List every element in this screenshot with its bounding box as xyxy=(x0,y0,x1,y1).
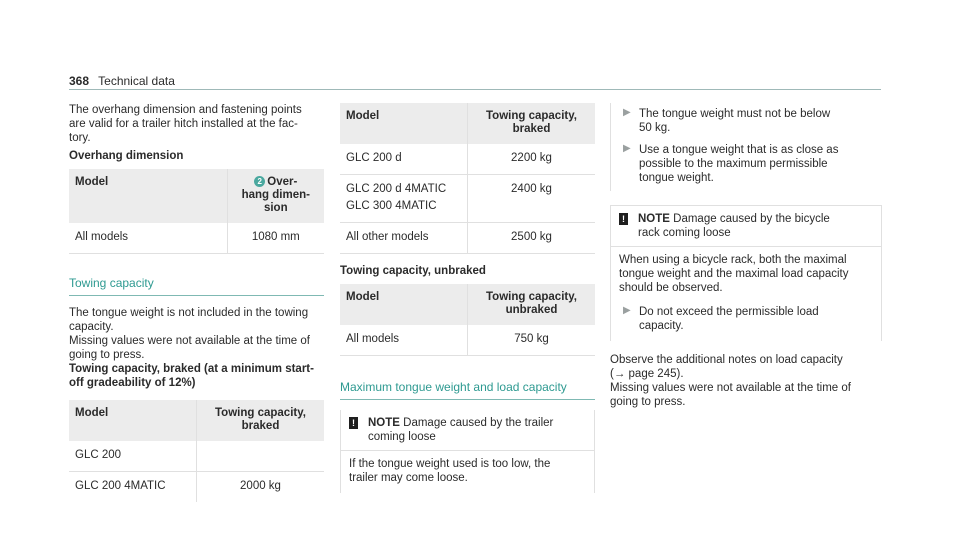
body-line: going to press. xyxy=(69,349,145,361)
page-number: 368 xyxy=(69,74,90,88)
header-line: braked xyxy=(512,123,551,135)
unbraked-table xyxy=(340,284,595,356)
column-3 xyxy=(610,103,882,409)
body-line: going to press. xyxy=(610,396,686,408)
list-item xyxy=(619,143,874,185)
body-line: Observe the additional notes on load capacity xyxy=(610,354,843,366)
table-cell: GLC 200 xyxy=(69,441,197,472)
note-body-line: tongue weight and the maximal load capacity xyxy=(619,268,849,280)
bullet-line: Do not exceed the permissible load xyxy=(639,306,819,318)
table-row xyxy=(69,441,324,472)
intro-line: The overhang dimension and fastening points xyxy=(69,104,302,116)
page-section-title: Technical data xyxy=(98,74,175,88)
table-row xyxy=(340,175,595,223)
model-name: GLC 200 d 4MATIC xyxy=(346,183,447,195)
table-cell xyxy=(197,441,325,472)
table-row xyxy=(340,144,595,175)
table-header-cell xyxy=(227,169,324,223)
body-line: Missing values were not available at the time of xyxy=(69,335,310,347)
braked-table xyxy=(69,400,324,502)
bicycle-note-box xyxy=(610,205,882,341)
arrow-bullet-icon: ▶ xyxy=(623,107,631,118)
header-line: hang dimen- xyxy=(241,189,310,201)
bullet-list xyxy=(610,103,882,191)
table-cell: GLC 200 d xyxy=(340,144,468,175)
model-name: GLC 300 4MATIC xyxy=(346,200,437,212)
page-header xyxy=(69,74,175,88)
table-cell: 1080 mm xyxy=(227,223,324,254)
table-header-cell: Model xyxy=(340,284,468,325)
note-header xyxy=(341,410,594,451)
warning-icon: ! xyxy=(349,417,358,429)
header-line: unbraked xyxy=(505,304,558,316)
table-row xyxy=(340,325,595,356)
bullet-line: 50 kg. xyxy=(639,122,671,134)
table-header-row xyxy=(340,103,595,144)
note-heading-line: Damage caused by the trailer xyxy=(403,417,554,429)
list-item xyxy=(619,305,873,333)
bullet-line: tongue weight. xyxy=(639,172,714,184)
max-tongue-weight-title: Maximum tongue weight and load capacity xyxy=(340,380,595,400)
list-item xyxy=(619,107,874,135)
table-header-row xyxy=(69,400,324,441)
arrow-bullet-icon: ▶ xyxy=(623,305,631,316)
bullet-line: possible to the maximum permissible xyxy=(639,158,828,170)
note-body-line: When using a bicycle rack, both the maximal xyxy=(619,254,847,266)
page-reference[interactable]: (→ page 245). xyxy=(610,368,684,380)
table-header-row xyxy=(69,169,324,223)
braked-heading: Towing capacity, braked (at a minimum start- xyxy=(69,363,314,375)
body-line: capacity. xyxy=(69,321,114,333)
overhang-heading: Overhang dimension xyxy=(69,150,184,162)
intro-line: tory. xyxy=(69,132,91,144)
table-cell: 2400 kg xyxy=(468,175,596,223)
braked-heading: off gradeability of 12%) xyxy=(69,377,196,389)
column-1 xyxy=(69,103,324,502)
note-heading-line: rack coming loose xyxy=(638,227,731,239)
table-cell xyxy=(340,175,468,223)
table-row xyxy=(69,472,324,503)
header-line: sion xyxy=(263,202,288,214)
trailer-note-box xyxy=(340,410,595,493)
table-row xyxy=(69,223,324,254)
table-cell: 2200 kg xyxy=(468,144,596,175)
body-line: Missing values were not available at the time of xyxy=(610,382,851,394)
note-body xyxy=(341,451,594,493)
note-heading-text xyxy=(368,416,553,444)
table-header-cell xyxy=(197,400,325,441)
bullet-line: The tongue weight must not be below xyxy=(639,108,831,120)
table-cell: 2000 kg xyxy=(197,472,325,503)
unbraked-heading: Towing capacity, unbraked xyxy=(340,265,486,277)
column-2 xyxy=(340,103,595,493)
intro-line: are valid for a trailer hitch installed at the fac- xyxy=(69,118,298,130)
table-header-row xyxy=(340,284,595,325)
braked-table-continued xyxy=(340,103,595,254)
note-body xyxy=(611,247,881,341)
note-body-line: should be observed. xyxy=(619,282,723,294)
table-header-cell: Model xyxy=(69,400,197,441)
arrow-bullet-icon: ▶ xyxy=(623,143,631,154)
note-heading-line: Damage caused by the bicycle xyxy=(673,213,830,225)
bullet-line: capacity. xyxy=(639,320,684,332)
note-header xyxy=(611,206,881,247)
table-header-cell xyxy=(468,103,596,144)
table-cell: 750 kg xyxy=(468,325,596,356)
table-header-cell: Model xyxy=(340,103,468,144)
note-heading-text xyxy=(638,212,830,240)
overhang-table xyxy=(69,169,324,254)
header-line: Towing capacity, xyxy=(215,407,306,419)
towing-capacity-title: Towing capacity xyxy=(69,276,324,296)
note-label: NOTE xyxy=(368,417,400,429)
table-cell: All models xyxy=(340,325,468,356)
note-heading-line: coming loose xyxy=(368,431,436,443)
table-cell: All models xyxy=(69,223,227,254)
header-divider xyxy=(69,89,881,90)
header-line: braked xyxy=(241,420,280,432)
note-body-line: If the tongue weight used is too low, the xyxy=(349,458,551,470)
header-line: Towing capacity, xyxy=(486,291,577,303)
warning-icon: ! xyxy=(619,213,628,225)
header-line: Towing capacity, xyxy=(486,110,577,122)
table-header-cell: Model xyxy=(69,169,227,223)
note-label: NOTE xyxy=(638,213,670,225)
table-cell: All other models xyxy=(340,223,468,254)
bullet-line: Use a tongue weight that is as close as xyxy=(639,144,839,156)
table-header-cell xyxy=(468,284,596,325)
callout-badge: 2 xyxy=(254,176,265,187)
body-line: The tongue weight is not included in the towing xyxy=(69,307,309,319)
header-line: Over- xyxy=(267,176,298,188)
table-cell: 2500 kg xyxy=(468,223,596,254)
note-body-line: trailer may come loose. xyxy=(349,472,468,484)
table-cell: GLC 200 4MATIC xyxy=(75,480,166,492)
table-row xyxy=(340,223,595,254)
